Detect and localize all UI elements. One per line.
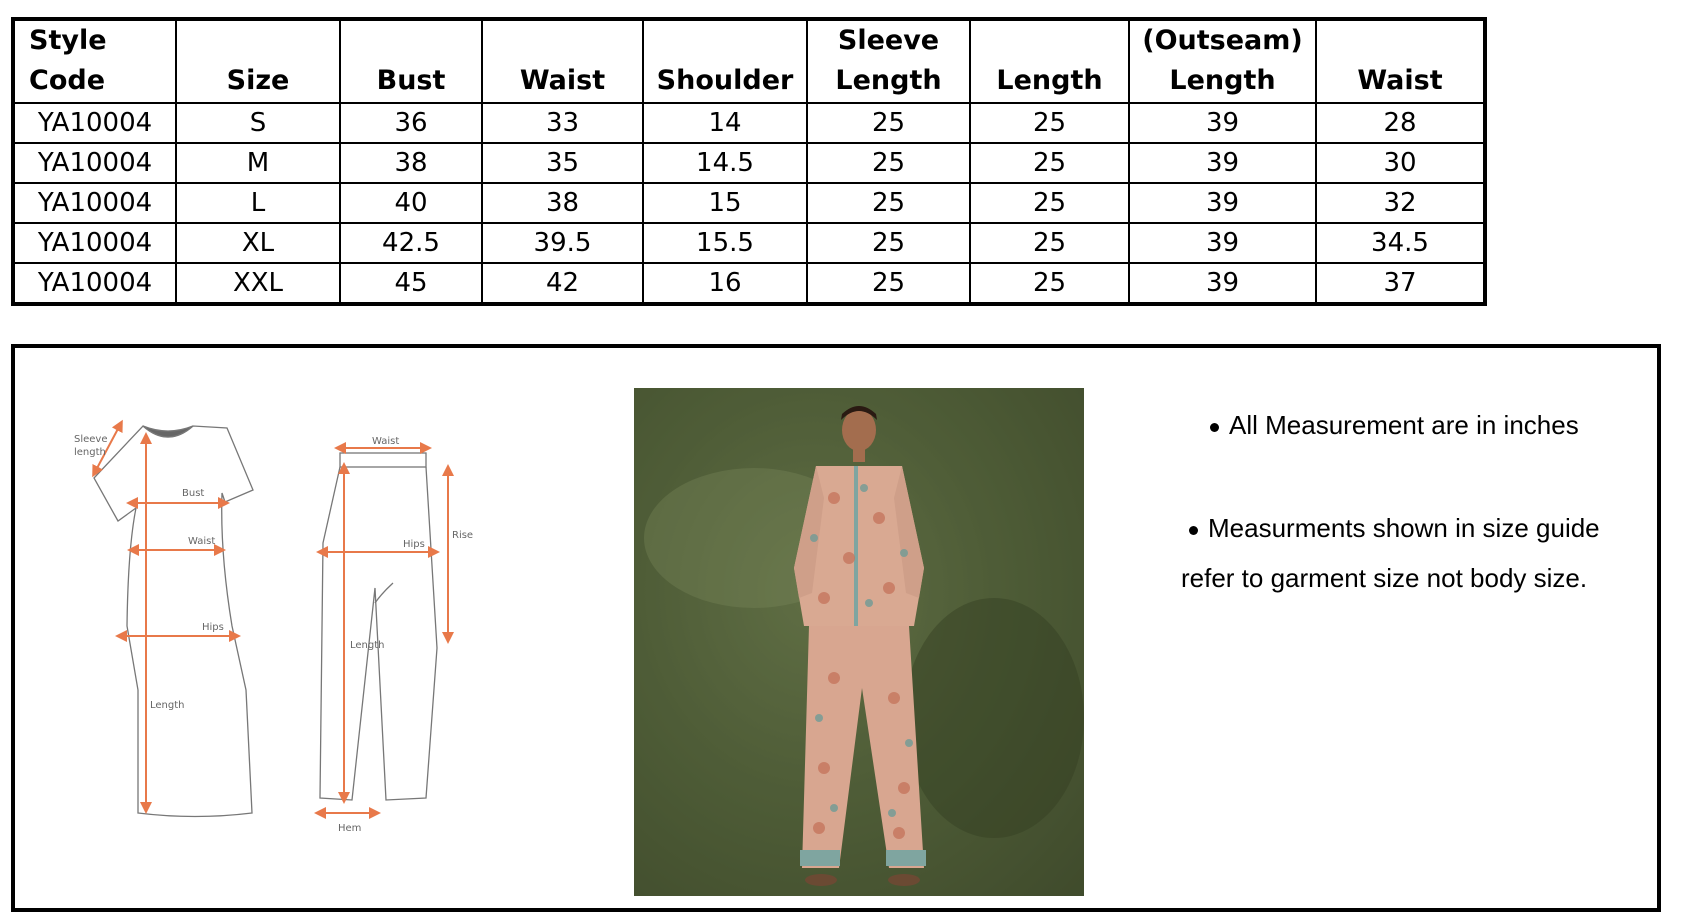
table-cell: 42.5 bbox=[340, 223, 482, 263]
note-garment-size: Measurments shown in size guide bbox=[1189, 503, 1600, 553]
size-chart-table bbox=[11, 17, 1487, 306]
table-header-row bbox=[13, 19, 1485, 103]
table-row bbox=[13, 143, 1485, 183]
table-cell: YA10004 bbox=[13, 223, 176, 263]
table-cell: XL bbox=[176, 223, 340, 263]
header-outseam-length: (Outseam) Length bbox=[1129, 19, 1316, 103]
note-garment-size-continued: refer to garment size not body size. bbox=[1181, 563, 1588, 593]
label-hem: Hem bbox=[338, 823, 362, 834]
table-cell: 25 bbox=[807, 103, 970, 143]
label-pants-length: Length bbox=[350, 640, 385, 651]
table-cell: 25 bbox=[970, 223, 1129, 263]
table-cell: 32 bbox=[1316, 183, 1485, 223]
table-cell: XXL bbox=[176, 263, 340, 304]
label-rise: Rise bbox=[452, 530, 474, 541]
table-cell: M bbox=[176, 143, 340, 183]
table-cell: 39.5 bbox=[482, 223, 643, 263]
header-sleeve-length: Sleeve Length bbox=[807, 19, 970, 103]
label-waist: Waist bbox=[188, 536, 216, 547]
table-cell: 25 bbox=[807, 143, 970, 183]
header-bottom-waist: Waist bbox=[1316, 19, 1485, 103]
table-cell: 25 bbox=[807, 223, 970, 263]
note-measurement-units: All Measurement are in inches bbox=[1210, 400, 1579, 450]
header-bust: Bust bbox=[340, 19, 482, 103]
table-cell: 42 bbox=[482, 263, 643, 304]
label-hips: Hips bbox=[202, 622, 224, 633]
table-cell: 25 bbox=[807, 183, 970, 223]
label-pants-waist: Waist bbox=[372, 436, 400, 447]
table-cell: S bbox=[176, 103, 340, 143]
table-cell: 40 bbox=[340, 183, 482, 223]
header-size: Size bbox=[176, 19, 340, 103]
table-cell: 14.5 bbox=[643, 143, 807, 183]
header-waist: Waist bbox=[482, 19, 643, 103]
table-cell: YA10004 bbox=[13, 263, 176, 304]
top-garment-sketch bbox=[94, 426, 253, 817]
header-style-code: Style Code bbox=[13, 19, 176, 103]
table-cell: 25 bbox=[970, 143, 1129, 183]
table-row bbox=[13, 223, 1485, 263]
table-cell: YA10004 bbox=[13, 103, 176, 143]
table-row bbox=[13, 183, 1485, 223]
table-cell: 14 bbox=[643, 103, 807, 143]
table-cell: 39 bbox=[1129, 263, 1316, 304]
table-cell: 16 bbox=[643, 263, 807, 304]
table-cell: 38 bbox=[482, 183, 643, 223]
measurement-diagrams bbox=[70, 408, 530, 848]
top-measure-arrows bbox=[95, 425, 235, 808]
table-cell: 38 bbox=[340, 143, 482, 183]
header-shoulder: Shoulder bbox=[643, 19, 807, 103]
table-cell: 28 bbox=[1316, 103, 1485, 143]
table-cell: 39 bbox=[1129, 223, 1316, 263]
table-cell: YA10004 bbox=[13, 183, 176, 223]
table-cell: 25 bbox=[970, 183, 1129, 223]
table-cell: 35 bbox=[482, 143, 643, 183]
label-sleeve-length: Sleeve bbox=[74, 434, 108, 445]
table-cell: 25 bbox=[970, 103, 1129, 143]
table-row bbox=[13, 263, 1485, 304]
table-cell: 15.5 bbox=[643, 223, 807, 263]
table-cell: 45 bbox=[340, 263, 482, 304]
table-cell: 25 bbox=[807, 263, 970, 304]
table-cell: 39 bbox=[1129, 183, 1316, 223]
table-cell: 15 bbox=[643, 183, 807, 223]
table-cell: 25 bbox=[970, 263, 1129, 304]
label-sleeve-length-2: length bbox=[74, 447, 106, 458]
table-cell: 39 bbox=[1129, 143, 1316, 183]
product-photo bbox=[634, 388, 1084, 896]
table-cell: 33 bbox=[482, 103, 643, 143]
bullet-icon bbox=[1210, 423, 1219, 432]
pants-sketch bbox=[320, 453, 437, 800]
table-cell: 37 bbox=[1316, 263, 1485, 304]
label-bust: Bust bbox=[182, 488, 205, 499]
table-cell: 39 bbox=[1129, 103, 1316, 143]
label-pants-hips: Hips bbox=[403, 539, 425, 550]
label-length: Length bbox=[150, 700, 185, 711]
header-length: Length bbox=[970, 19, 1129, 103]
table-cell: YA10004 bbox=[13, 143, 176, 183]
size-guide-panel bbox=[11, 344, 1661, 912]
table-cell: L bbox=[176, 183, 340, 223]
table-row bbox=[13, 103, 1485, 143]
table-cell: 34.5 bbox=[1316, 223, 1485, 263]
table-cell: 36 bbox=[340, 103, 482, 143]
bullet-icon bbox=[1189, 526, 1198, 535]
table-cell: 30 bbox=[1316, 143, 1485, 183]
